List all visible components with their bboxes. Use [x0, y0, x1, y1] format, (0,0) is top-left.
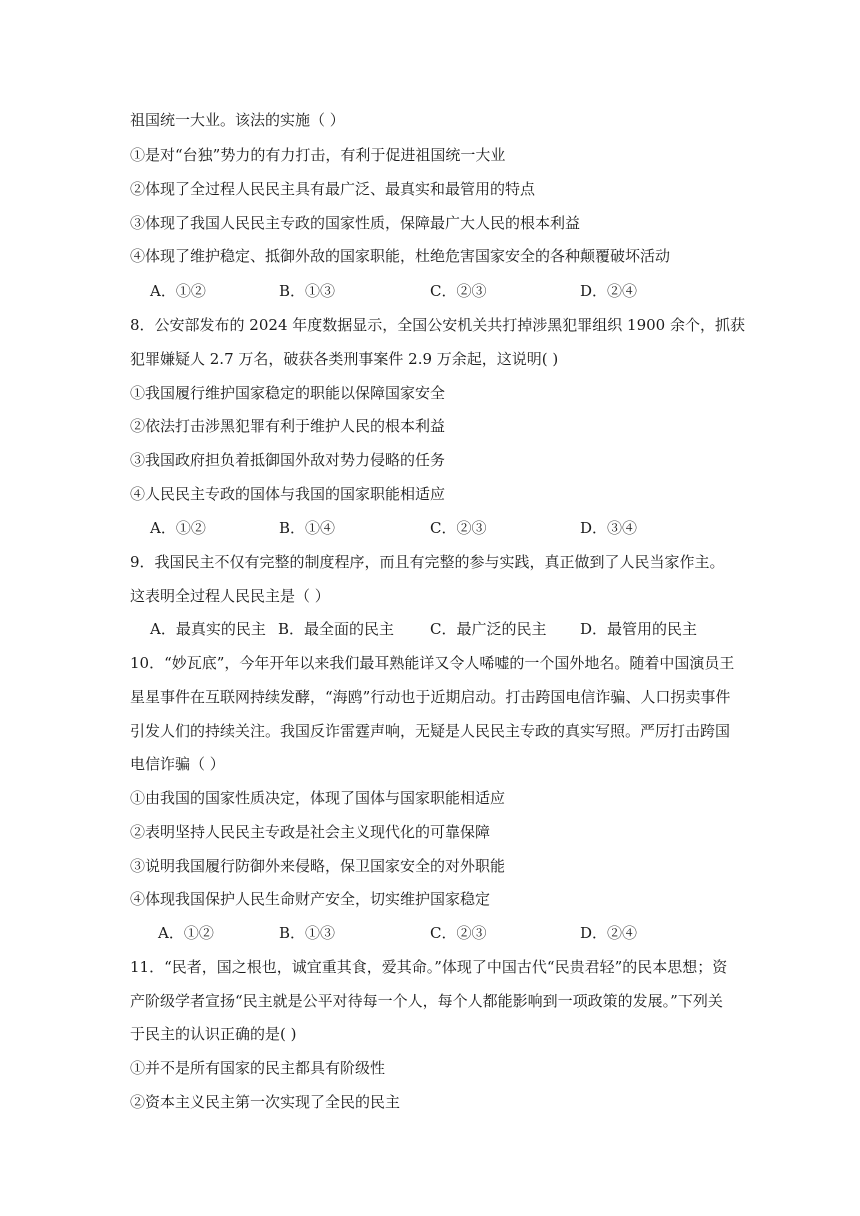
- q10-options: [150, 923, 750, 943]
- q11-item-1: ①并不是所有国家的民主都具有阶级性: [130, 1059, 386, 1077]
- q8-option-c: C．②③: [430, 519, 487, 537]
- q9-option-a: A．最真实的民主: [150, 620, 266, 638]
- q11-stem-line-2: 产阶级学者宣扬“民主就是公平对待每一个人，每个人都能影响到一项政策的发展。”下列关: [130, 992, 723, 1010]
- q10-item-3: ③说明我国履行防御外来侵略，保卫国家安全的对外职能: [130, 857, 506, 875]
- q10-stem-line-4: 电信诈骗（ ）: [130, 755, 225, 773]
- q7-option-a: A．①②: [150, 282, 206, 300]
- q7-option-d: D．②④: [580, 282, 638, 300]
- q7-stem-tail: 祖国统一大业。该法的实施（ ）: [130, 111, 345, 129]
- q9-option-d: D．最管用的民主: [580, 620, 698, 638]
- q10-option-b: B．①③: [279, 924, 336, 942]
- q9-option-b: B．最全面的民主: [278, 620, 395, 638]
- q9-stem-line-1: 9．我国民主不仅有完整的制度程序，而且有完整的参与实践，真正做到了人民当家作主。: [130, 553, 725, 571]
- q10-stem-line-1: 10．“妙瓦底”，今年开年以来我们最耳熟能详又令人唏嘘的一个国外地名。随着中国演员王: [130, 654, 735, 672]
- q8-option-b: B．①④: [279, 519, 336, 537]
- q10-option-a: A．①②: [158, 924, 214, 942]
- q9-option-c: C．最广泛的民主: [430, 620, 547, 638]
- q9-options: [150, 619, 750, 639]
- q8-item-4: ④人民民主专政的国体与我国的国家职能相适应: [130, 485, 446, 503]
- q7-item-2: ②体现了全过程人民民主具有最广泛、最真实和最管用的特点: [130, 180, 536, 198]
- q7-option-c: C．②③: [430, 282, 487, 300]
- q7-item-1: ①是对“台独”势力的有力打击，有利于促进祖国统一大业: [130, 146, 506, 164]
- q10-item-2: ②表明坚持人民民主专政是社会主义现代化的可靠保障: [130, 823, 491, 841]
- q10-option-c: C．②③: [430, 924, 487, 942]
- q10-option-d: D．②④: [580, 924, 638, 942]
- q7-options: [150, 281, 750, 301]
- q10-item-4: ④体现我国保护人民生命财产安全，切实维护国家稳定: [130, 890, 491, 908]
- q8-stem-line-1: 8．公安部发布的 2024 年度数据显示，全国公安机关共打掉涉黑犯罪组织 1900 余个，抓获: [130, 316, 745, 334]
- q8-item-3: ③我国政府担负着抵御国外敌对势力侵略的任务: [130, 451, 446, 469]
- q8-options: [150, 518, 750, 538]
- q10-stem-line-3: 引发人们的持续关注。我国反诈雷霆声响，无疑是人民民主专政的真实写照。严厉打击跨国: [130, 722, 731, 740]
- q8-option-a: A．①②: [150, 519, 206, 537]
- q7-option-b: B．①③: [279, 282, 336, 300]
- q10-item-1: ①由我国的国家性质决定，体现了国体与国家职能相适应: [130, 789, 506, 807]
- q11-stem-line-3: 于民主的认识正确的是( ): [130, 1025, 297, 1043]
- q9-stem-line-2: 这表明全过程人民民主是（ ）: [130, 587, 330, 605]
- q7-item-4: ④体现了维护稳定、抵御外敌的国家职能，杜绝危害国家安全的各种颠覆破坏活动: [130, 247, 671, 265]
- q8-stem-line-2: 犯罪嫌疑人 2.7 万名，破获各类刑事案件 2.9 万余起，这说明( ): [130, 350, 559, 368]
- q8-item-1: ①我国履行维护国家稳定的职能以保障国家安全: [130, 384, 446, 402]
- q7-item-3: ③体现了我国人民民主专政的国家性质，保障最广大人民的根本利益: [130, 214, 581, 232]
- q10-stem-line-2: 星星事件在互联网持续发酵，“海鸥”行动也于近期启动。打击跨国电信诈骗、人口拐卖事件: [130, 688, 731, 706]
- q11-stem-line-1: 11．“民者，国之根也，诚宜重其食，爱其命。”体现了中国古代“民贵君轻”的民本思想；资: [130, 958, 728, 976]
- q11-item-2: ②资本主义民主第一次实现了全民的民主: [130, 1093, 401, 1111]
- q8-option-d: D．③④: [580, 519, 638, 537]
- q8-item-2: ②依法打击涉黑犯罪有利于维护人民的根本利益: [130, 417, 446, 435]
